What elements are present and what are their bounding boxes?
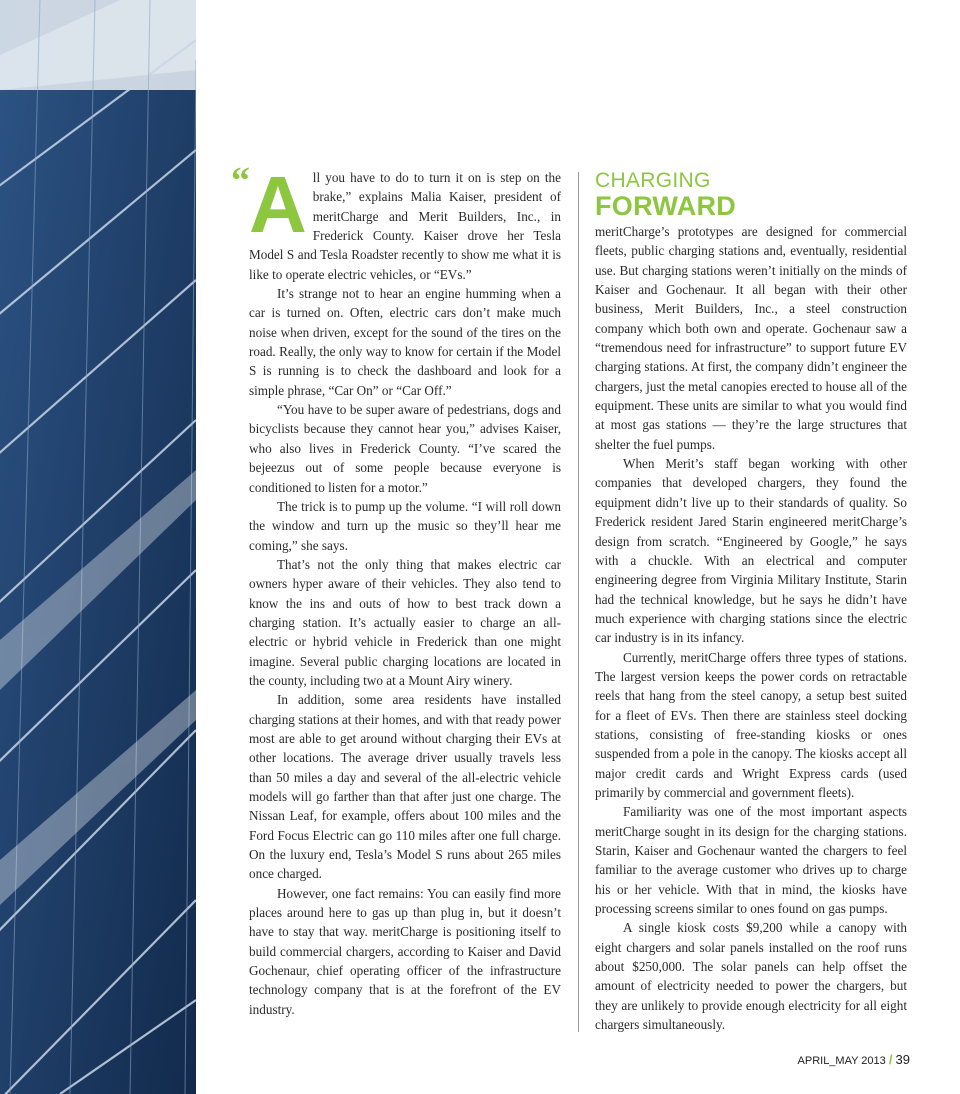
body-paragraph: A single kiosk costs $9,200 while a canopy with eight chargers and solar panels installed on the roof runs about $250,000. The solar panels can help offset the amount of electricity needed to power the chargers, but they are unlikely to provide enough electricity for all eight chargers simultaneously. bbox=[595, 920, 907, 1033]
solar-panel-photo bbox=[0, 0, 196, 1094]
intro-paragraph bbox=[231, 160, 561, 284]
body-paragraph: However, one fact remains: You can easily find more places around here to gas up than plug in, but it doesn’t have to stay that way. meritCharge is positioning itself to build commercial chargers, according to Kaiser and David Gochenaur, chief operating officer of the infrastructure technology company that is at the forefront of the EV industry. bbox=[249, 885, 561, 1017]
section-headline bbox=[595, 170, 736, 220]
open-quote-mark: “ bbox=[231, 160, 250, 202]
intro-text: ll you have to do to turn it on is step on the brake,” explains Malia Kaiser, president of meritCharge and Merit Builders, Inc., in Frederick County. Kaiser drove her Tesla Model S and Tesla Roadster recently to show me what it is like to operate electric vehicles, or “EVs.” bbox=[249, 170, 561, 282]
folio-slash: / bbox=[888, 1052, 893, 1067]
body-paragraph: When Merit’s staff began working with other companies that developed chargers, they found the equipment didn’t live up to their standards of quality. So Frederick resident Jared Starin engineered meritCharge’s design from scratch. “Engineered by Google,” he says with a chuckle. With an electrical and computer engineering degree from Virginia Military Institute, Starin had the technical knowledge, but he says he didn’t have much experience with charging stations since the electric car industry is in its infancy. bbox=[595, 456, 907, 646]
body-paragraph: It’s strange not to hear an engine humming when a car is turned on. Often, electric cars don’t make much noise when driven, except for the sound of the tires on the road. Really, the only way to know for certain if the Model S is running is to check the dashboard and look for a simple phrase, “Car On” or “Car Off.” bbox=[249, 286, 561, 398]
solar-panel-illustration bbox=[0, 0, 196, 1094]
body-paragraph: That’s not the only thing that makes electric car owners hyper aware of their vehicles. They also tend to know the ins and outs of how to best track down a charging station. It’s actually easier to charge an all-electric or hybrid vehicle in Frederick than one might imagine. Several public charging locations are located in the county, including two at a Mount Airy winery. bbox=[249, 556, 561, 688]
body-paragraph: The trick is to pump up the volume. “I will roll down the window and turn up the music so they’ll hear me coming,” she says. bbox=[249, 498, 561, 553]
headline-main: FORWARD bbox=[595, 191, 737, 221]
page-number: 39 bbox=[895, 1052, 910, 1067]
body-paragraph: meritCharge’s prototypes are designed for commercial fleets, public charging stations and, eventually, residential use. But charging stations weren’t initially on the minds of Kaiser and Gochenaur. It all began with their other business, Merit Builders, Inc., a steel construction company which both own and operate. Gochenaur saw a “tremendous need for infrastructure” to support future EV charging stations. At first, the company didn’t engineer the chargers, just the metal canopies erected to house all of the equipment. These units are similar to what you would find at most gas stations — they’re the large structures that shelter the fuel pumps. bbox=[595, 224, 907, 452]
drop-cap-letter: A bbox=[249, 160, 307, 249]
page-folio bbox=[798, 1052, 910, 1067]
body-paragraph: In addition, some area residents have installed charging stations at their homes, and with that ready power most are able to get around without charging their EVs at other locations. The average driver usually travels less than 50 miles a day and several of the all-electric vehicle models will go farther than that after just one charge. The Nissan Leaf, for example, offers about 100 miles and the Ford Focus Electric can go 110 miles after one full charge. On the luxury end, Tesla’s Model S runs about 265 miles once charged. bbox=[249, 692, 561, 882]
right-article-column bbox=[595, 222, 907, 1034]
headline-kicker: CHARGING bbox=[595, 169, 711, 192]
column-divider bbox=[578, 172, 579, 1032]
body-paragraph: Familiarity was one of the most important aspects meritCharge sought in its design for the charging stations. Starin, Kaiser and Gochenaur wanted the chargers to feel familiar to the average customer who drives up to charge his or her vehicle. With that in mind, the kiosks have processing screens similar to ones found on gas pumps. bbox=[595, 804, 907, 917]
issue-date: APRIL_MAY 2013 bbox=[797, 1055, 886, 1067]
left-article-column bbox=[231, 160, 561, 1019]
body-paragraph: “You have to be super aware of pedestrians, dogs and bicyclists because they cannot hear you,” advises Kaiser, who also lives in Frederick County. “I’ve scared the bejeezus out of some people because everyone is conditioned to listen for a motor.” bbox=[249, 402, 561, 495]
body-paragraph: Currently, meritCharge offers three types of stations. The largest version keeps the power cords on retractable reels that hang from the steel canopy, a setup best suited for a fleet of EVs. Then there are stainless steel docking stations, consisting of free-standing kiosks or ones suspended from a pole in the canopy. The kiosks accept all major credit cards and Wright Express cards (used primarily by commercial and government fleets). bbox=[595, 649, 907, 800]
